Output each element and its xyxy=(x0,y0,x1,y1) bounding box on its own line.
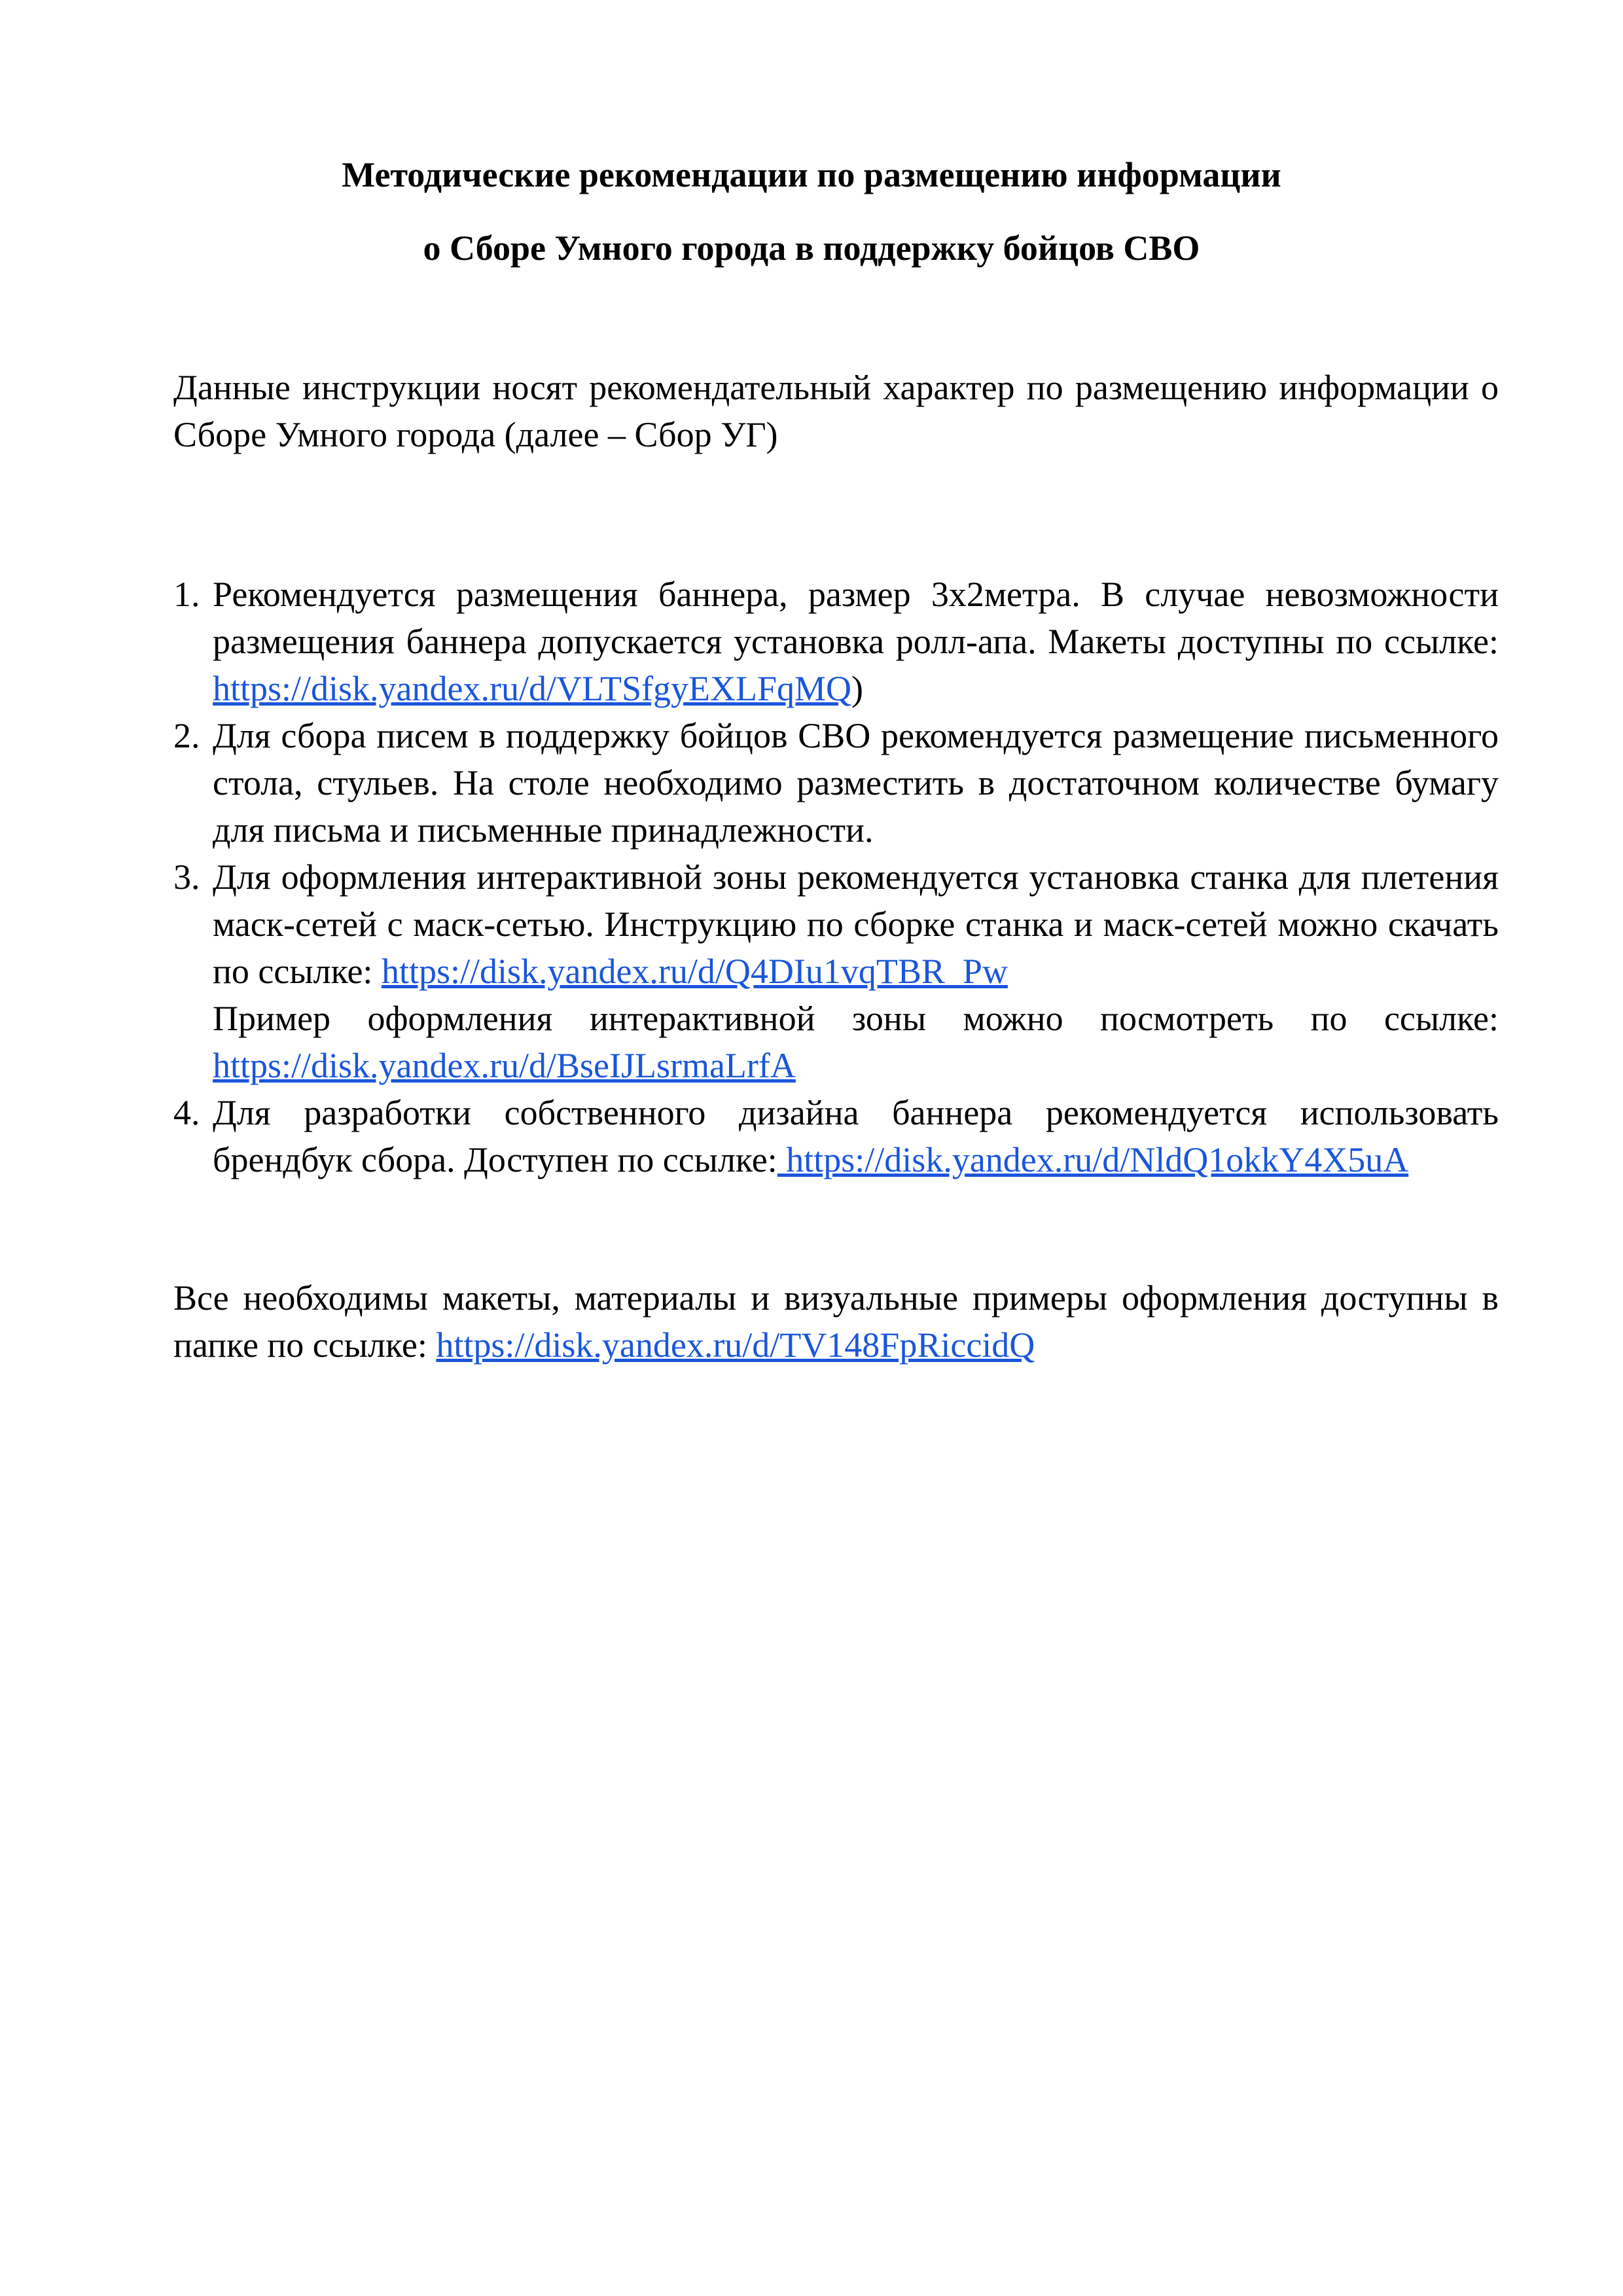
footer-paragraph xyxy=(173,1274,1499,1369)
list-item-number: 3. xyxy=(173,857,200,897)
document-title-line-2: о Сборе Умного города в поддержку бойцов СВО xyxy=(423,228,1200,268)
interactive-zone-example-link[interactable]: https://disk.yandex.ru/d/BseIJLsrmaLrfA xyxy=(213,1046,796,1085)
intro-paragraph: Данные инструкции носят рекомендательный характер по размещению информации о Сборе Умного города (далее – Сбор УГ) xyxy=(173,368,1499,454)
list-item-3 xyxy=(173,853,1499,1089)
list-item-text: Рекомендуется размещения баннера, размер 3х2метра. В случае невозможности размещения баннера допускается установка ролл-апа. Макеты доступны по ссылке: xyxy=(213,575,1499,661)
closing-parenthesis: ) xyxy=(851,669,863,708)
materials-folder-link[interactable]: https://disk.yandex.ru/d/TV148FpRiccidQ xyxy=(436,1325,1035,1365)
document-title-line-1: Методические рекомендации по размещению информации xyxy=(342,155,1281,194)
list-item-number: 4. xyxy=(173,1093,200,1132)
list-item-text: Для оформления интерактивной зоны рекомендуется установка станка для плетения маск-сетей с маск-сетью. Инструкцию по сборке станка и маск-сетей можно скачать по ссылке: xyxy=(213,857,1499,991)
list-item-number: 2. xyxy=(173,716,200,755)
list-item-text: Для разработки собственного дизайна баннера рекомендуется использовать брендбук сбора. Доступен по ссылке: xyxy=(213,1093,1499,1179)
list-item-2 xyxy=(173,712,1499,853)
list-item-1 xyxy=(173,571,1499,712)
loom-instructions-link[interactable]: https://disk.yandex.ru/d/Q4DIu1vqTBR_Pw xyxy=(381,952,1008,991)
footer-text: Все необходимы макеты, материалы и визуальные примеры оформления доступны в папке по ссылке: xyxy=(173,1278,1499,1365)
list-item-number: 1. xyxy=(173,575,200,614)
list-item-extra xyxy=(213,995,1499,1089)
recommendations-list xyxy=(173,571,1499,1183)
brandbook-link[interactable]: https://disk.yandex.ru/d/NldQ1okkY4X5uA xyxy=(777,1140,1409,1179)
list-item-text: Для сбора писем в поддержку бойцов СВО рекомендуется размещение письменного стола, стульев. На столе необходимо разместить в достаточном количестве бумагу для письма и письменные принадлежности. xyxy=(213,716,1499,850)
list-item-extra-text: Пример оформления интерактивной зоны можно посмотреть по ссылке: xyxy=(213,999,1499,1038)
layouts-link[interactable]: https://disk.yandex.ru/d/VLTSfgyEXLFqMQ xyxy=(213,669,852,708)
list-item-4 xyxy=(173,1089,1499,1183)
